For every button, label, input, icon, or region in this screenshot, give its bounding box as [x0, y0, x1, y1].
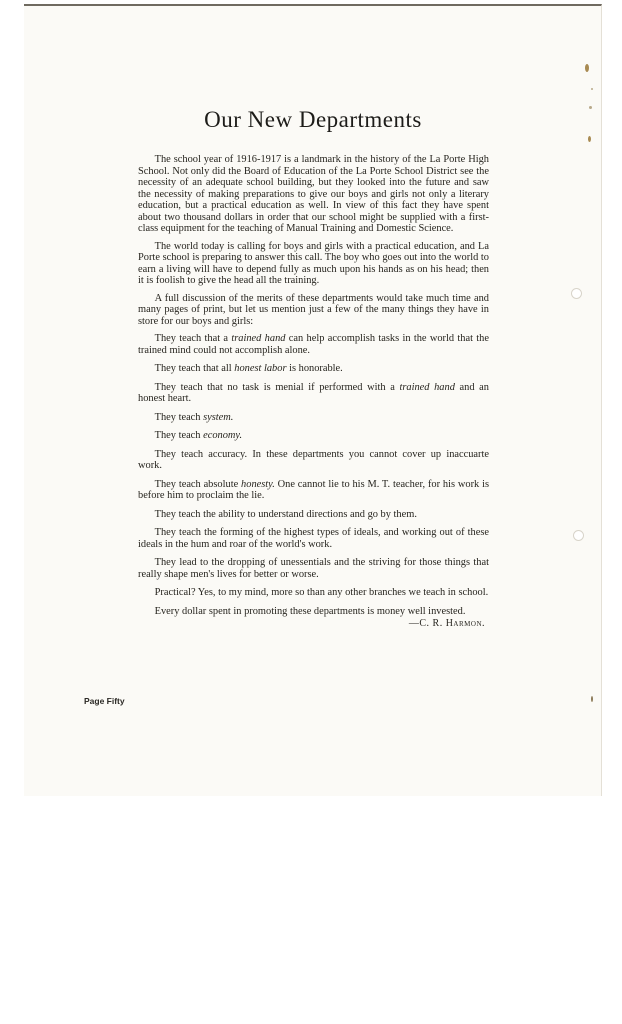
paper-stain-mark	[591, 696, 593, 702]
paragraph-ideals: They teach the forming of the highest types of ideals, and working out of these ideals in the hum and roar of the world's work.	[138, 527, 489, 550]
paper-stain-mark	[591, 88, 593, 90]
paragraph-unessentials: They lead to the dropping of unessentials and the striving for those things that really shape men's lives for better or worse.	[138, 557, 489, 580]
paragraph-no-task: They teach that no task is menial if performed with a trained hand and an honest heart.	[138, 381, 489, 404]
paper-stain-mark	[589, 106, 592, 109]
paragraph-intro: The school year of 1916-1917 is a landmark in the history of the La Porte High School. Not only did the Board of Education of the La Porte School District see the necessity of an adequate school building, but they looked into the future and saw the necessity of making preparations to give our boys and girls not only a literary education, but a practical education as well. In view of this fact they have spent about two thousand dollars in order that our school might be supplied with a first-class equipment for the teaching of Manual Training and Domestic Science.	[138, 154, 489, 234]
article-body	[138, 154, 489, 630]
emphasis-honest-labor: honest labor	[234, 363, 287, 374]
paragraph-economy: They teach economy.	[154, 430, 243, 441]
paragraph-honesty: They teach absolute honesty. One cannot lie to his M. T. teacher, for his work is before him to proclaim the lie.	[138, 478, 490, 501]
binding-hole	[571, 288, 582, 299]
emphasis-system: system.	[203, 411, 234, 423]
emphasis-trained-hand: trained hand	[231, 333, 286, 344]
author-signature: —C. R. Harmon.	[408, 618, 485, 629]
emphasis-economy: economy.	[203, 430, 243, 441]
paper-stain-mark	[585, 64, 589, 72]
emphasis-honesty: honesty.	[241, 478, 275, 490]
paragraph-trained-hand: They teach that a trained hand can help accomplish tasks in the world that the trained mind could not accomplish alone.	[138, 333, 489, 356]
emphasis-trained-hand-2: trained hand	[399, 381, 455, 393]
paragraph-accuracy: They teach accuracy. In these departments you cannot cover up inaccuarte work.	[138, 448, 489, 471]
paragraph-system: They teach system.	[154, 411, 234, 423]
paragraph-world-today: The world today is calling for boys and girls with a practical education, and La Porte school is preparing to answer this call. The boy who goes out into the world to earn a living will have to depend fully as much upon his hands as on his head; then it is foolish to give the head all the training.	[138, 240, 489, 286]
paragraph-directions: They teach the ability to understand directions and go by them.	[154, 508, 417, 520]
paragraph-honest-labor: They teach that all honest labor is honorable.	[154, 363, 343, 374]
paper-stain-mark	[588, 136, 591, 142]
paragraph-practical: Practical? Yes, to my mind, more so than any other branches we teach in school.	[154, 587, 489, 598]
paragraph-discussion: A full discussion of the merits of these departments would take much time and many pages of print, but let us mention just a few of the many things they have in store for our boys and girls:	[138, 292, 489, 327]
page-title: Our New Departments	[204, 107, 422, 132]
page-number-label: Page Fifty	[84, 696, 125, 706]
paragraph-dollar: Every dollar spent in promoting these departments is money well invested.	[154, 605, 466, 617]
document-page	[24, 4, 602, 796]
binding-hole	[573, 530, 584, 541]
